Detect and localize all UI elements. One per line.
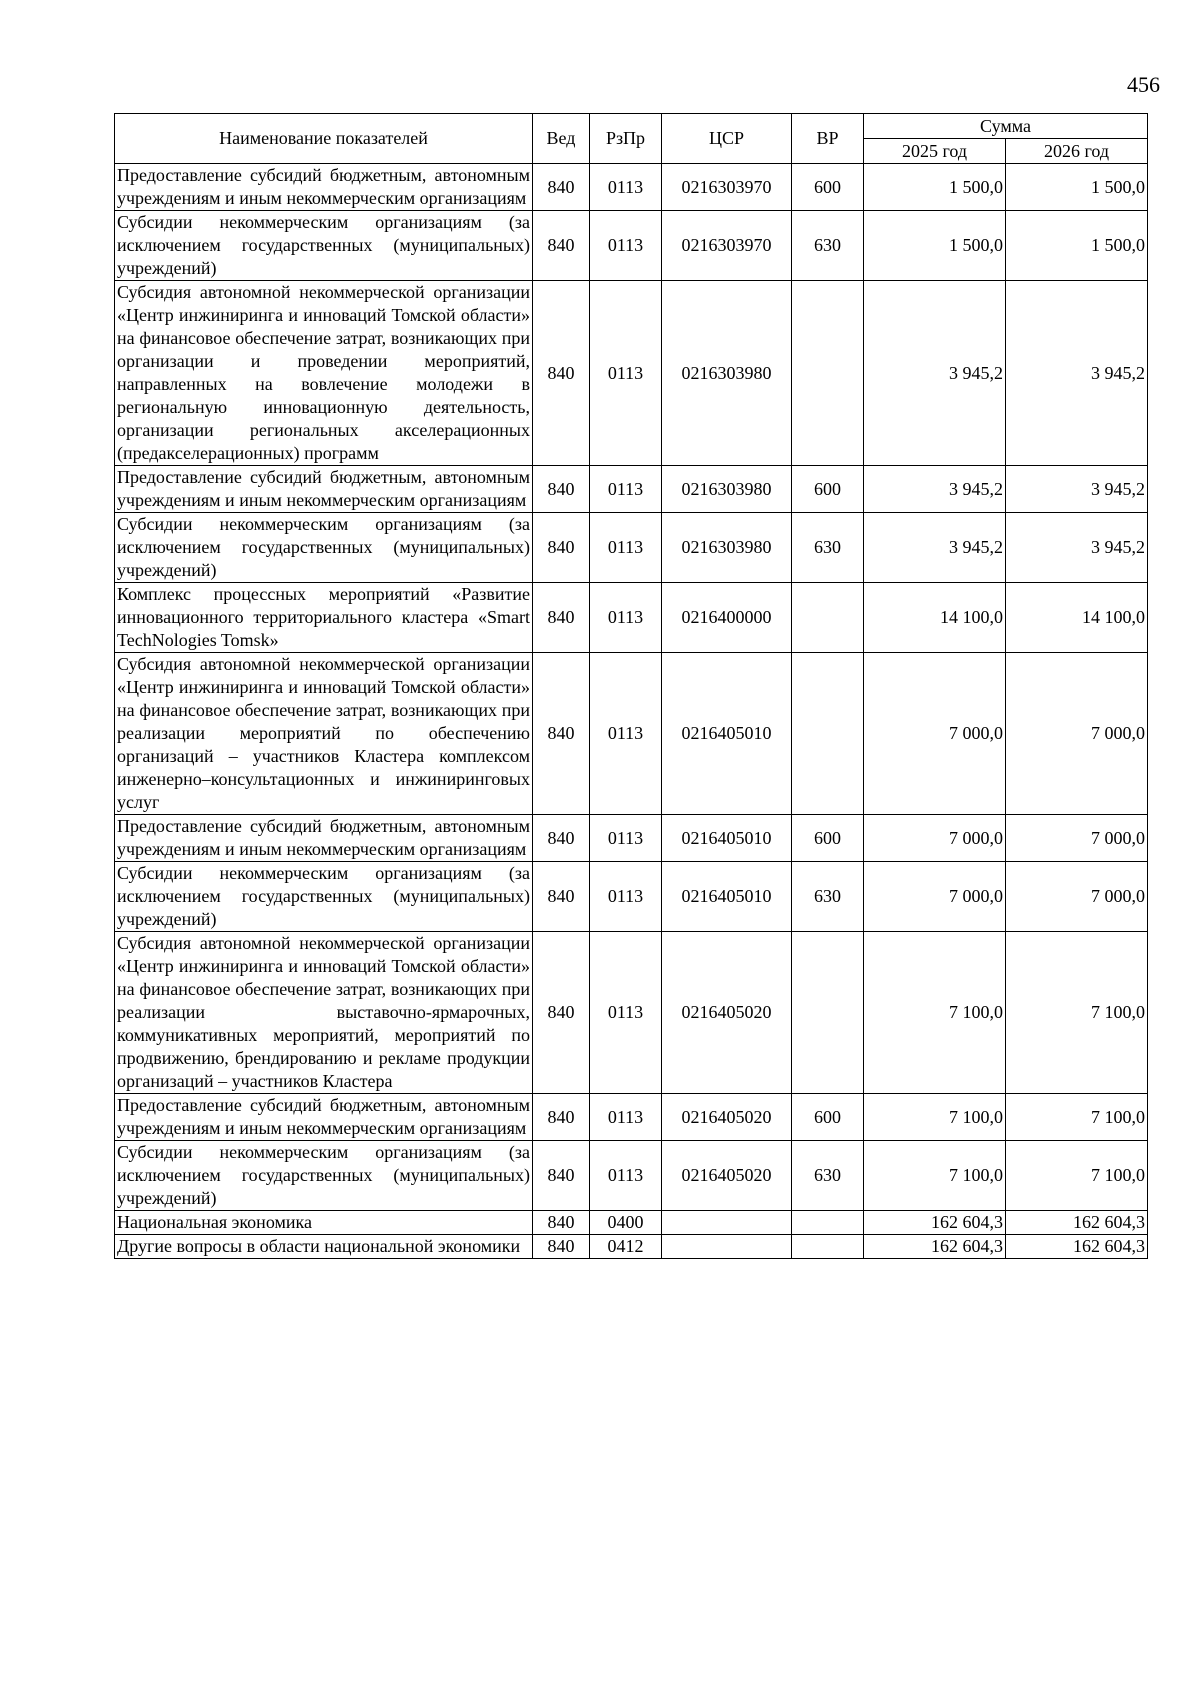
row-amount-2026: 7 000,0 [1006, 653, 1148, 815]
table-row [115, 164, 1148, 211]
row-ved: 840 [533, 1094, 590, 1141]
row-amount-2025: 3 945,2 [864, 281, 1006, 466]
row-ved: 840 [533, 211, 590, 281]
header-csr: ЦСР [662, 114, 792, 164]
page-number: 456 [1127, 72, 1160, 97]
row-vr [792, 281, 864, 466]
row-csr: 0216303970 [662, 164, 792, 211]
row-vr [792, 653, 864, 815]
row-name: Предоставление субсидий бюджетным, автономным учреждениям и иным некоммерческим организациям [115, 1094, 533, 1141]
row-csr: 0216405010 [662, 862, 792, 932]
header-name: Наименование показателей [115, 114, 533, 164]
row-amount-2026: 7 100,0 [1006, 1141, 1148, 1211]
row-amount-2025: 162 604,3 [864, 1211, 1006, 1235]
table-row [115, 466, 1148, 513]
row-name: Другие вопросы в области национальной экономики [115, 1235, 533, 1259]
row-vr [792, 932, 864, 1094]
row-vr [792, 583, 864, 653]
row-csr: 0216400000 [662, 583, 792, 653]
budget-table [114, 113, 1148, 1259]
row-vr: 630 [792, 513, 864, 583]
header-ved: Вед [533, 114, 590, 164]
row-amount-2026: 162 604,3 [1006, 1211, 1148, 1235]
row-csr: 0216303980 [662, 466, 792, 513]
row-rzpr: 0113 [590, 513, 662, 583]
row-csr: 0216405010 [662, 653, 792, 815]
row-amount-2025: 7 000,0 [864, 862, 1006, 932]
row-name: Предоставление субсидий бюджетным, автономным учреждениям и иным некоммерческим организациям [115, 164, 533, 211]
row-csr: 0216303980 [662, 281, 792, 466]
row-amount-2025: 14 100,0 [864, 583, 1006, 653]
row-amount-2025: 162 604,3 [864, 1235, 1006, 1259]
table-row [115, 653, 1148, 815]
row-name: Субсидия автономной некоммерческой организации «Центр инжиниринга и инноваций Томской области» на финансовое обеспечение затрат, возникающих при организации и проведении мероприятий, направленных на вовлечение молодежи в региональную инновационную деятельность, организации региональных акселерационных (предакселерационных) программ [115, 281, 533, 466]
row-amount-2025: 7 100,0 [864, 1141, 1006, 1211]
table-row [115, 1211, 1148, 1235]
row-ved: 840 [533, 164, 590, 211]
table-row [115, 211, 1148, 281]
header-vr: ВР [792, 114, 864, 164]
row-csr: 0216405010 [662, 815, 792, 862]
row-csr: 0216303970 [662, 211, 792, 281]
row-amount-2025: 7 000,0 [864, 653, 1006, 815]
row-vr [792, 1235, 864, 1259]
row-csr: 0216405020 [662, 1141, 792, 1211]
row-amount-2026: 7 100,0 [1006, 932, 1148, 1094]
row-name: Субсидии некоммерческим организациям (за исключением государственных (муниципальных) учреждений) [115, 211, 533, 281]
row-rzpr: 0113 [590, 653, 662, 815]
row-vr: 630 [792, 862, 864, 932]
row-amount-2025: 7 100,0 [864, 932, 1006, 1094]
row-vr: 600 [792, 466, 864, 513]
row-rzpr: 0113 [590, 815, 662, 862]
table-row [115, 815, 1148, 862]
row-rzpr: 0113 [590, 466, 662, 513]
row-amount-2025: 1 500,0 [864, 211, 1006, 281]
row-amount-2025: 7 000,0 [864, 815, 1006, 862]
row-name: Субсидия автономной некоммерческой организации «Центр инжиниринга и инноваций Томской области» на финансовое обеспечение затрат, возникающих при реализации мероприятий по обеспечению организаций – участников Кластера комплексом инженерно–консультационных и инжиниринговых услуг [115, 653, 533, 815]
row-amount-2026: 1 500,0 [1006, 211, 1148, 281]
row-name: Субсидия автономной некоммерческой организации «Центр инжиниринга и инноваций Томской области» на финансовое обеспечение затрат, возникающих при реализации выставочно-ярмарочных, коммуникативных мероприятий, мероприятий по продвижению, брендированию и рекламе продукции организаций – участников Кластера [115, 932, 533, 1094]
row-ved: 840 [533, 1235, 590, 1259]
row-vr: 600 [792, 815, 864, 862]
table-body [115, 164, 1148, 1259]
row-name: Предоставление субсидий бюджетным, автономным учреждениям и иным некоммерческим организациям [115, 466, 533, 513]
row-csr [662, 1235, 792, 1259]
table-row [115, 862, 1148, 932]
row-rzpr: 0113 [590, 862, 662, 932]
row-name: Предоставление субсидий бюджетным, автономным учреждениям и иным некоммерческим организациям [115, 815, 533, 862]
table-header [115, 114, 1148, 164]
table-row [115, 1141, 1148, 1211]
row-vr: 600 [792, 1094, 864, 1141]
row-rzpr: 0113 [590, 1094, 662, 1141]
table-row [115, 513, 1148, 583]
row-rzpr: 0113 [590, 583, 662, 653]
row-ved: 840 [533, 815, 590, 862]
table-row [115, 932, 1148, 1094]
row-csr: 0216303980 [662, 513, 792, 583]
row-amount-2025: 3 945,2 [864, 466, 1006, 513]
header-year-2026: 2026 год [1006, 139, 1148, 164]
row-ved: 840 [533, 862, 590, 932]
row-rzpr: 0113 [590, 164, 662, 211]
row-name: Субсидии некоммерческим организациям (за исключением государственных (муниципальных) учреждений) [115, 862, 533, 932]
row-amount-2026: 162 604,3 [1006, 1235, 1148, 1259]
row-vr: 630 [792, 211, 864, 281]
header-sum: Сумма [864, 114, 1148, 139]
row-amount-2026: 1 500,0 [1006, 164, 1148, 211]
table-row [115, 1094, 1148, 1141]
row-rzpr: 0400 [590, 1211, 662, 1235]
row-csr: 0216405020 [662, 932, 792, 1094]
row-vr: 600 [792, 164, 864, 211]
row-amount-2026: 14 100,0 [1006, 583, 1148, 653]
row-ved: 840 [533, 1211, 590, 1235]
row-ved: 840 [533, 513, 590, 583]
row-name: Национальная экономика [115, 1211, 533, 1235]
row-name: Комплекс процессных мероприятий «Развитие инновационного территориального кластера «Smart TechNologies Tomsk» [115, 583, 533, 653]
table-row [115, 281, 1148, 466]
row-amount-2026: 7 000,0 [1006, 862, 1148, 932]
row-amount-2026: 7 000,0 [1006, 815, 1148, 862]
row-ved: 840 [533, 932, 590, 1094]
row-amount-2026: 3 945,2 [1006, 513, 1148, 583]
table-row [115, 1235, 1148, 1259]
row-ved: 840 [533, 281, 590, 466]
row-rzpr: 0113 [590, 281, 662, 466]
row-rzpr: 0113 [590, 932, 662, 1094]
row-name: Субсидии некоммерческим организациям (за исключением государственных (муниципальных) учреждений) [115, 1141, 533, 1211]
row-ved: 840 [533, 466, 590, 513]
row-csr [662, 1211, 792, 1235]
row-name: Субсидии некоммерческим организациям (за исключением государственных (муниципальных) учреждений) [115, 513, 533, 583]
row-amount-2026: 3 945,2 [1006, 281, 1148, 466]
row-amount-2026: 7 100,0 [1006, 1094, 1148, 1141]
row-amount-2026: 3 945,2 [1006, 466, 1148, 513]
row-amount-2025: 3 945,2 [864, 513, 1006, 583]
row-rzpr: 0113 [590, 211, 662, 281]
row-ved: 840 [533, 1141, 590, 1211]
row-amount-2025: 7 100,0 [864, 1094, 1006, 1141]
table-row [115, 583, 1148, 653]
row-rzpr: 0412 [590, 1235, 662, 1259]
row-rzpr: 0113 [590, 1141, 662, 1211]
row-vr: 630 [792, 1141, 864, 1211]
row-ved: 840 [533, 653, 590, 815]
row-vr [792, 1211, 864, 1235]
header-year-2025: 2025 год [864, 139, 1006, 164]
row-ved: 840 [533, 583, 590, 653]
row-amount-2025: 1 500,0 [864, 164, 1006, 211]
row-csr: 0216405020 [662, 1094, 792, 1141]
header-rzpr: РзПр [590, 114, 662, 164]
